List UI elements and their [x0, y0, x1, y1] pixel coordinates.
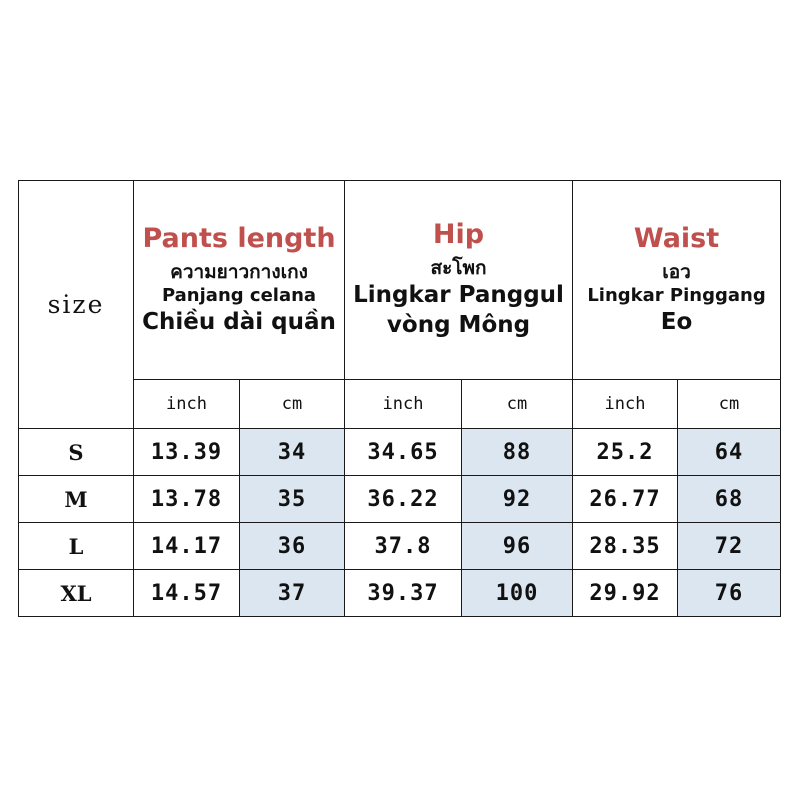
table-row: [19, 523, 781, 570]
value-cell: 37.8: [345, 523, 462, 570]
value-cell: 13.39: [134, 429, 240, 476]
pants-length-header: [134, 181, 345, 380]
header-row: [19, 181, 781, 380]
value-cell: 34: [240, 429, 345, 476]
value-cell: 88: [462, 429, 573, 476]
pants-length-indonesian: Panjang celana: [161, 285, 317, 307]
value-cell: 96: [462, 523, 573, 570]
pants-length-thai: ความยาวกางเกง: [170, 260, 308, 283]
waist-thai: เอว: [662, 260, 691, 283]
value-cell: 36.22: [345, 476, 462, 523]
table-row: [19, 570, 781, 617]
unit-row: [19, 380, 781, 429]
unit-cm-waist: cm: [678, 380, 781, 429]
size-cell: L: [19, 523, 134, 570]
pants-length-vietnamese: Chiều dài quần: [142, 308, 336, 335]
hip-indonesian: Lingkar Panggul: [353, 281, 564, 308]
size-chart-table: [18, 180, 781, 617]
value-cell: 39.37: [345, 570, 462, 617]
table-row: [19, 429, 781, 476]
hip-title: Hip: [432, 219, 485, 251]
waist-header: [573, 181, 781, 380]
value-cell: 25.2: [573, 429, 678, 476]
value-cell: 72: [678, 523, 781, 570]
value-cell: 28.35: [573, 523, 678, 570]
value-cell: 92: [462, 476, 573, 523]
size-cell: XL: [19, 570, 134, 617]
hip-vietnamese: vòng Mông: [386, 311, 531, 338]
pants-length-title: Pants length: [142, 222, 336, 254]
unit-inch-hip: inch: [345, 380, 462, 429]
hip-thai: สะโพก: [430, 257, 487, 280]
table-row: [19, 476, 781, 523]
unit-cm-hip: cm: [462, 380, 573, 429]
unit-inch-pants: inch: [134, 380, 240, 429]
unit-cm-pants: cm: [240, 380, 345, 429]
value-cell: 14.57: [134, 570, 240, 617]
hip-header: [345, 181, 573, 380]
value-cell: 29.92: [573, 570, 678, 617]
value-cell: 36: [240, 523, 345, 570]
value-cell: 34.65: [345, 429, 462, 476]
unit-inch-waist: inch: [573, 380, 678, 429]
value-cell: 35: [240, 476, 345, 523]
value-cell: 14.17: [134, 523, 240, 570]
waist-title: Waist: [633, 222, 720, 254]
waist-vietnamese: Eo: [660, 308, 693, 335]
size-column-header: size: [19, 181, 134, 429]
value-cell: 13.78: [134, 476, 240, 523]
value-cell: 26.77: [573, 476, 678, 523]
size-cell: M: [19, 476, 134, 523]
value-cell: 64: [678, 429, 781, 476]
value-cell: 37: [240, 570, 345, 617]
waist-indonesian: Lingkar Pinggang: [587, 285, 766, 307]
size-cell: S: [19, 429, 134, 476]
value-cell: 100: [462, 570, 573, 617]
value-cell: 76: [678, 570, 781, 617]
value-cell: 68: [678, 476, 781, 523]
